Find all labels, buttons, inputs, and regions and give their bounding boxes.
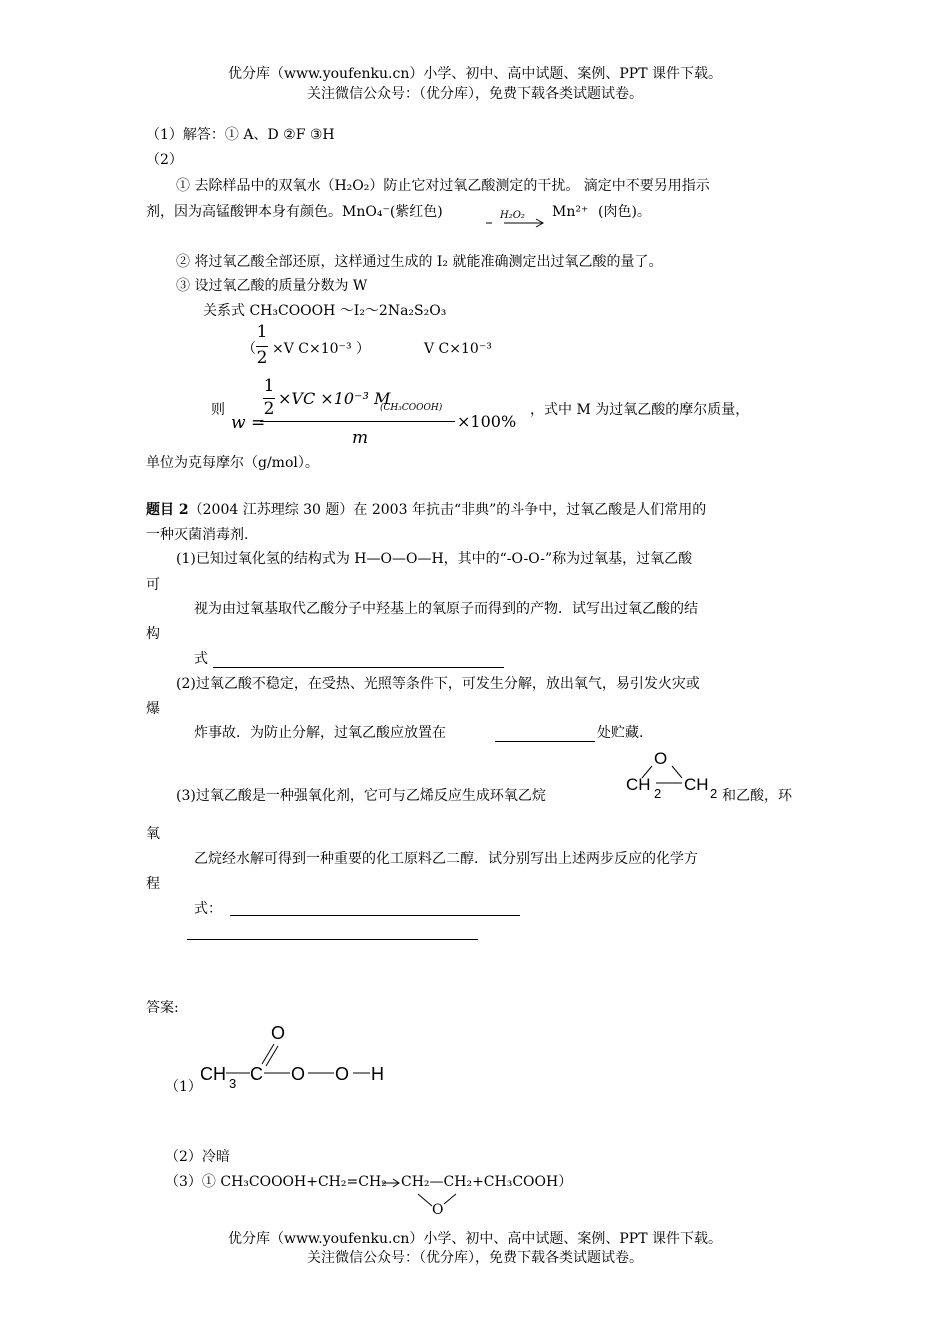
w-main-frac-bar <box>260 421 455 422</box>
w-denominator: m <box>351 428 369 448</box>
w-numerator-sub: (CH₃COOOH) <box>380 403 443 413</box>
step-1-line-a: ① 去除样品中的双氧水（H₂O₂）防止它对过氧乙酸测定的干扰。 滴定中不要另用指示 <box>176 178 710 194</box>
footer-line-2: 关注微信公众号：（优分库），免费下载各类试题试卷。 <box>307 1250 643 1266</box>
q1-answer-blank[interactable] <box>213 667 504 668</box>
q3-line-a-wrap: 氧 <box>146 826 160 842</box>
q3-answer-blank-2[interactable] <box>187 939 478 940</box>
answer-2: （2）冷暗 <box>165 1149 230 1165</box>
q3-line-a-pre: (3)过氧乙酸是一种强氧化剂，它可与乙烯反应生成环氧乙烷 <box>176 788 546 804</box>
q1-line-c: 式 <box>194 651 208 667</box>
peracid-h: H <box>371 1064 384 1084</box>
arrow-label: H₂O₂ <box>500 210 525 221</box>
q3-line-b-wrap: 程 <box>146 876 160 892</box>
answer-3-post: CH₂—CH₂+CH₃COOH） <box>401 1174 573 1190</box>
peracid-ch: CH <box>200 1064 226 1084</box>
peracid-c: C <box>250 1064 263 1084</box>
header-line-2: 关注微信公众号：（优分库），免费下载各类试题试卷。 <box>307 86 643 102</box>
answer-1: （1）解答：① A、D ②F ③H <box>146 127 335 143</box>
mn2-color: (肉色)。 <box>598 204 651 220</box>
relation-line: 关系式 CH₃COOOH ～I₂～2Na₂S₂O₃ <box>203 303 447 319</box>
q2-line-b-pre: 炸事故．为防止分解，过氧乙酸应放置在 <box>194 725 446 741</box>
q3-line-c: 式： <box>194 901 222 917</box>
header-line-1: 优分库（www.youfenku.cn）小学、初中、高中试题、案例、PPT 课件下载。 <box>227 66 722 82</box>
w-tail: ×100% <box>457 412 517 431</box>
answer-3-arrow-icon <box>382 1177 402 1189</box>
coef-frac-den: 2 <box>256 348 268 368</box>
unit-line: 单位为克每摩尔（g/mol）。 <box>146 455 319 471</box>
coef-right: V C×10⁻³ <box>424 341 492 357</box>
q2-line-a-wrap: 爆 <box>146 701 160 717</box>
q2-line-a: (2)过氧乙酸不稳定，在受热、光照等条件下，可发生分解，放出氧气，易引发火灾或 <box>176 676 700 692</box>
q1-line-b-wrap: 构 <box>146 626 160 642</box>
epoxide-structure <box>624 746 724 802</box>
answer-2-label: （2） <box>146 152 183 168</box>
q3-line-a-post: 和乙酸，环 <box>722 788 792 804</box>
q1-line-a-wrap: 可 <box>146 577 160 593</box>
w-frac-num: 1 <box>263 376 275 396</box>
coef-rest: ×V C×10⁻³ ） <box>272 341 370 357</box>
footer-line-1: 优分库（www.youfenku.cn）小学、初中、高中试题、案例、PPT 课件下载。 <box>227 1231 722 1247</box>
q3-line-b: 乙烷经水解可得到一种重要的化工原料乙二醇．试分别写出上述两步反应的化学方 <box>194 851 698 867</box>
peracid-o2: O <box>335 1064 350 1084</box>
step-1-line-b <box>146 204 443 221</box>
q1-line-a: (1)已知过氧化氢的结构式为 H—O—O—H，其中的“-O-O-”称为过氧基，过氧乙酸 <box>176 551 693 567</box>
q3-answer-blank-1[interactable] <box>230 915 520 916</box>
mn2-ion: Mn²⁺ <box>552 204 589 220</box>
problem-2-label: 题目 2 <box>146 502 189 518</box>
step-1-pre: 剂，因为高锰酸钾本身有颜色。MnO₄⁻(紫红色) <box>146 204 443 220</box>
problem-2-title-text: （2004 江苏理综 30 题）在 2003 年抗击“非典”的斗争中，过氧乙酸是人们常用的 <box>188 502 707 518</box>
w-note: ，式中 M 为过氧乙酸的摩尔质量， <box>530 402 750 418</box>
answer-3-oxygen: O <box>432 1202 444 1218</box>
step-3: ③ 设过氧乙酸的质量分数为 W <box>176 278 368 294</box>
coef-frac-num: 1 <box>256 322 268 342</box>
coef-frac-bar <box>256 346 268 347</box>
peracetic-acid-structure <box>198 1020 398 1092</box>
q2-answer-blank[interactable] <box>495 741 595 742</box>
step-2: ② 将过氧乙酸全部还原，这样通过生成的 I₂ 就能准确测定出过氧乙酸的量了。 <box>176 254 663 270</box>
q2-line-b-post: 处贮藏. <box>597 725 644 741</box>
answer-3-pre: （3）① CH₃COOOH+CH₂=CH₂ <box>165 1174 387 1190</box>
epoxide-sub-2: 2 <box>710 786 718 801</box>
then-label: 则 <box>211 402 225 418</box>
answers-label: 答案: <box>146 1000 179 1016</box>
problem-2-title-line2: 一种灭菌消毒剂. <box>146 527 249 543</box>
w-frac-den: 2 <box>263 399 275 419</box>
reaction-arrow-icon <box>484 216 546 228</box>
answer-1-label: （1） <box>165 1079 202 1095</box>
w-lhs: w = <box>231 413 266 433</box>
peracid-carbonyl-o: O <box>271 1023 286 1043</box>
epoxide-ch-1: CH <box>626 775 651 794</box>
peracid-sub: 3 <box>229 1076 237 1091</box>
w-numerator: ×VC ×10⁻³ M <box>278 389 391 408</box>
peracid-o1: O <box>291 1064 306 1084</box>
problem-2-title <box>146 502 706 519</box>
q1-line-b: 视为由过氧基取代乙酸分子中羟基上的氧原子而得到的产物．试写出过氧乙酸的结 <box>194 601 698 617</box>
epoxide-ch-2: CH <box>684 775 709 794</box>
epoxide-sub-1: 2 <box>654 786 662 801</box>
coef-open: （ <box>242 341 256 357</box>
epoxide-o: O <box>654 749 668 768</box>
